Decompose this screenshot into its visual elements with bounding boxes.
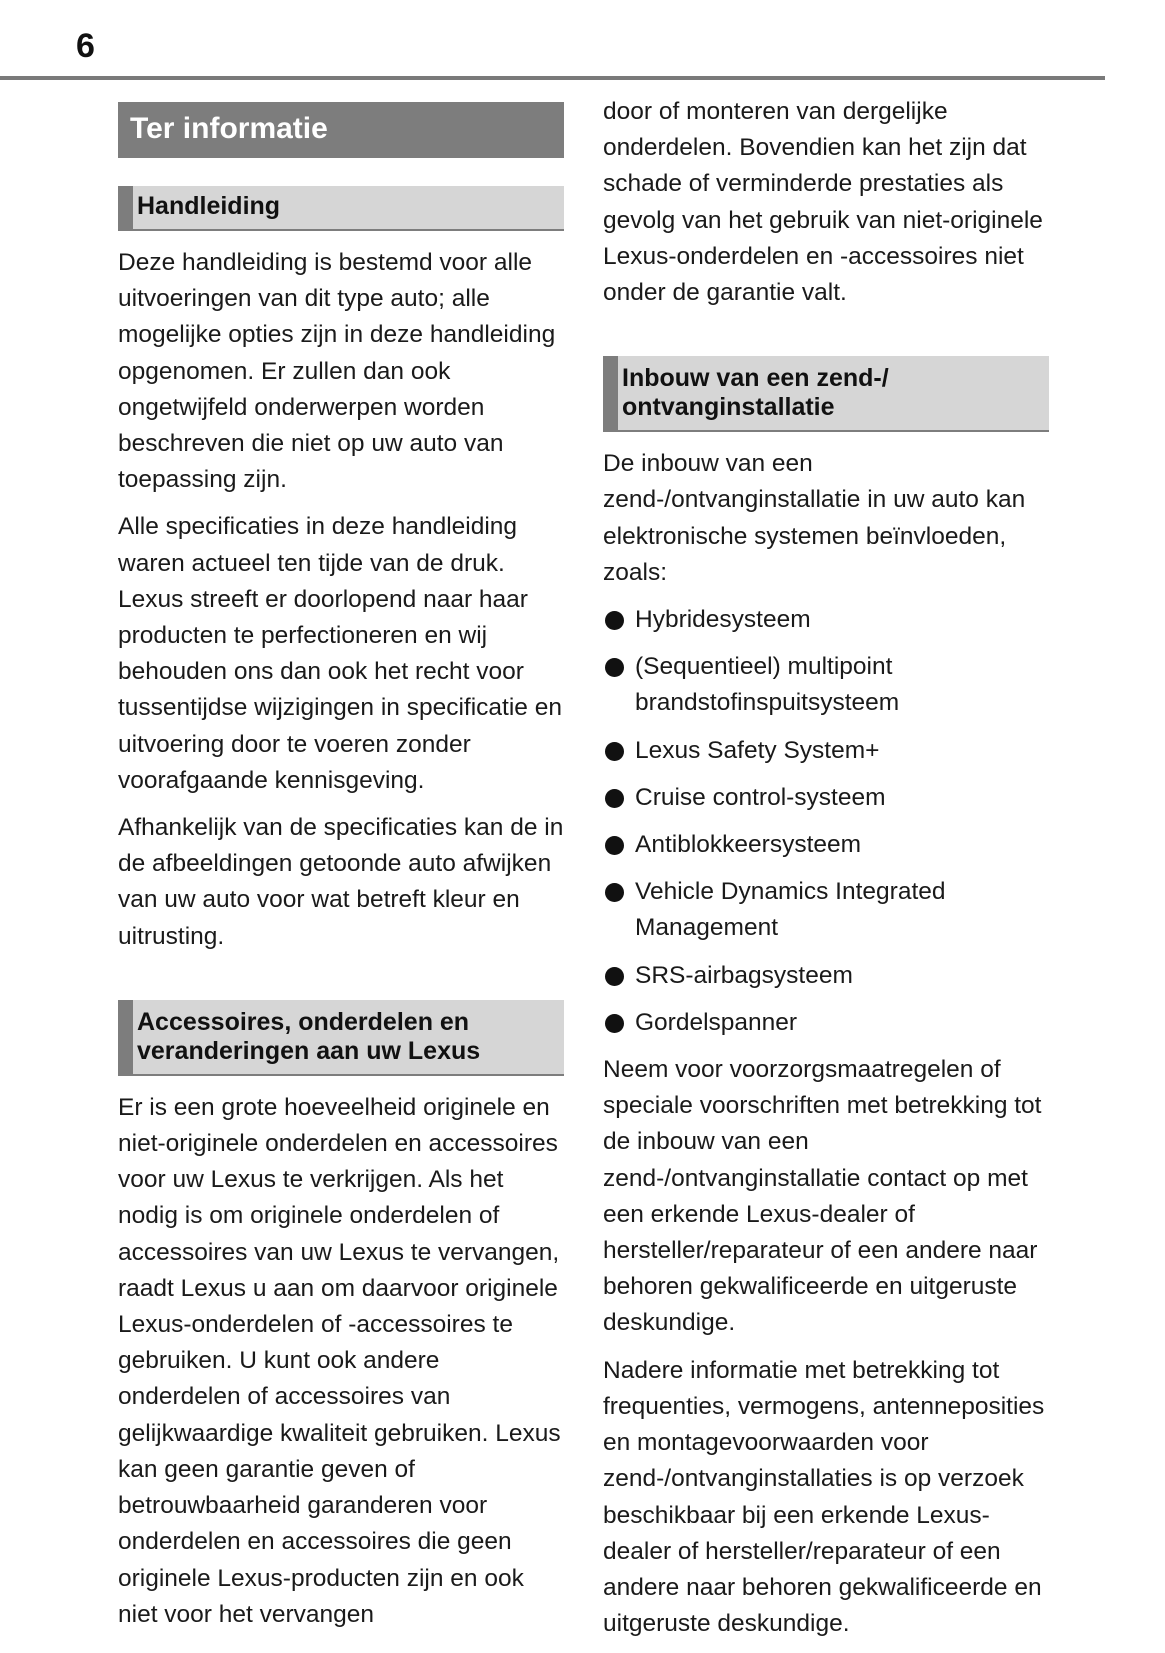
bullet-icon: [605, 658, 624, 677]
list-item: [603, 780, 1049, 816]
heading-inbouw: [603, 356, 1049, 432]
paragraph-handleiding-3: Afhankelijk van de specificaties kan de in de afbeeldingen getoonde auto afwijken van uw auto voor wat betreft kleur en uitrusting.: [118, 814, 564, 950]
bullet-icon: [605, 836, 624, 855]
list-item: [603, 733, 1049, 769]
bullet-icon: [605, 967, 624, 986]
list-item: [603, 602, 1049, 638]
bullet-icon: [605, 611, 624, 630]
list-item-label: Lexus Safety System+: [635, 736, 880, 764]
list-item: [603, 958, 1049, 994]
paragraph-handleiding-2: Alle specificaties in deze handleiding waren actueel ten tijde van de druk. Lexus streeft er doorlopend naar haar producten te perfectioneren en wij behouden ons dan ook het recht voor tussentijdse wijzigingen in specificatie en uitvoering door te voeren zonder voorafgaande kennisgeving.: [118, 513, 562, 794]
list-item: [603, 827, 1049, 863]
bullet-icon: [605, 883, 624, 902]
paragraph-inbouw-2: Nadere informatie met betrekking tot frequenties, vermogens, antenneposities en montagevoorwaarden voor zend-/ontvanginstallaties is op verzoek beschikbaar bij een erkende Lexus-dealer of hersteller/reparateur of een andere naar behoren gekwalificeerde en uitgeruste deskundige.: [603, 1356, 1045, 1638]
heading-handleiding: Handleiding: [118, 186, 564, 231]
list-item-label: Cruise control-systeem: [635, 783, 886, 811]
paragraph-continued: door of monteren van dergelijke onderdelen. Bovendien kan het zijn dat schade of verminderde prestaties als gevolg van het gebruik van niet-originele Lexus-onderdelen en -accessoires niet onder de garantie valt.: [603, 98, 1043, 307]
list-item-label: Antiblokkeersysteem: [635, 831, 862, 859]
heading-inbouw-line1: Inbouw van een zend-/: [622, 364, 889, 393]
list-item: [603, 874, 1049, 946]
paragraph-accessoires: Er is een grote hoeveelheid originele en niet-originele onderdelen en accessoires voor uw Lexus te verkrijgen. Als het nodig is om originele onderdelen of accessoires van uw Lexus te vervangen, raadt Lexus u aan om daarvoor originele Lexus-onderdelen of -accessoires te gebruiken. U kunt ook andere onderdelen of accessoires van gelijkwaardige kwaliteit gebruiken. Lexus kan geen garantie geven of betrouwbaarheid garanderen voor onderdelen en accessoires die geen originele Lexus-producten zijn en ook niet voor het vervangen: [118, 1093, 561, 1628]
heading-accessoires-line2: veranderingen aan uw Lexus: [137, 1036, 481, 1065]
list-item: [603, 1005, 1049, 1041]
systems-list: [603, 602, 1049, 1041]
heading-accessoires-line1: Accessoires, onderdelen en: [137, 1007, 470, 1036]
right-column: [603, 94, 1049, 1653]
paragraph-handleiding-1: Deze handleiding is bestemd voor alle uitvoeringen van dit type auto; alle mogelijke opties zijn in deze handleiding opgenomen. Er zullen dan ook ongetwijfeld onderwerpen worden beschreven die niet op uw auto van toepassing zijn.: [118, 249, 556, 494]
page-number: 6: [76, 27, 95, 65]
list-item-label: (Sequentieel) multipoint brandstofinspuitsysteem: [635, 653, 900, 717]
list-item-label: Vehicle Dynamics Integrated Management: [635, 878, 946, 942]
left-column: [118, 102, 564, 1644]
heading-inbouw-line2: ontvanginstallatie: [622, 393, 835, 422]
header-divider: [0, 76, 1105, 80]
spacer: [118, 966, 564, 1000]
list-item: [603, 649, 1049, 721]
bullet-icon: [605, 1014, 624, 1033]
list-item-label: Gordelspanner: [635, 1008, 798, 1036]
spacer: [603, 322, 1049, 356]
paragraph-inbouw-intro: De inbouw van een zend-/ontvanginstallatie in uw auto kan elektronische systemen beïnvloeden, zoals:: [603, 450, 1026, 586]
bullet-icon: [605, 742, 624, 761]
heading-accessoires: [118, 1000, 564, 1076]
list-item-label: SRS-airbagsysteem: [635, 961, 853, 989]
paragraph-inbouw-1: Neem voor voorzorgsmaatregelen of speciale voorschriften met betrekking tot de inbouw van een zend-/ontvanginstallatie contact op met een erkende Lexus-dealer of hersteller/reparateur of een andere naar behoren gekwalificeerde en uitgeruste deskundige.: [603, 1056, 1042, 1337]
list-item-label: Hybridesysteem: [635, 606, 811, 634]
bullet-icon: [605, 789, 624, 808]
section-title: Ter informatie: [118, 102, 564, 158]
